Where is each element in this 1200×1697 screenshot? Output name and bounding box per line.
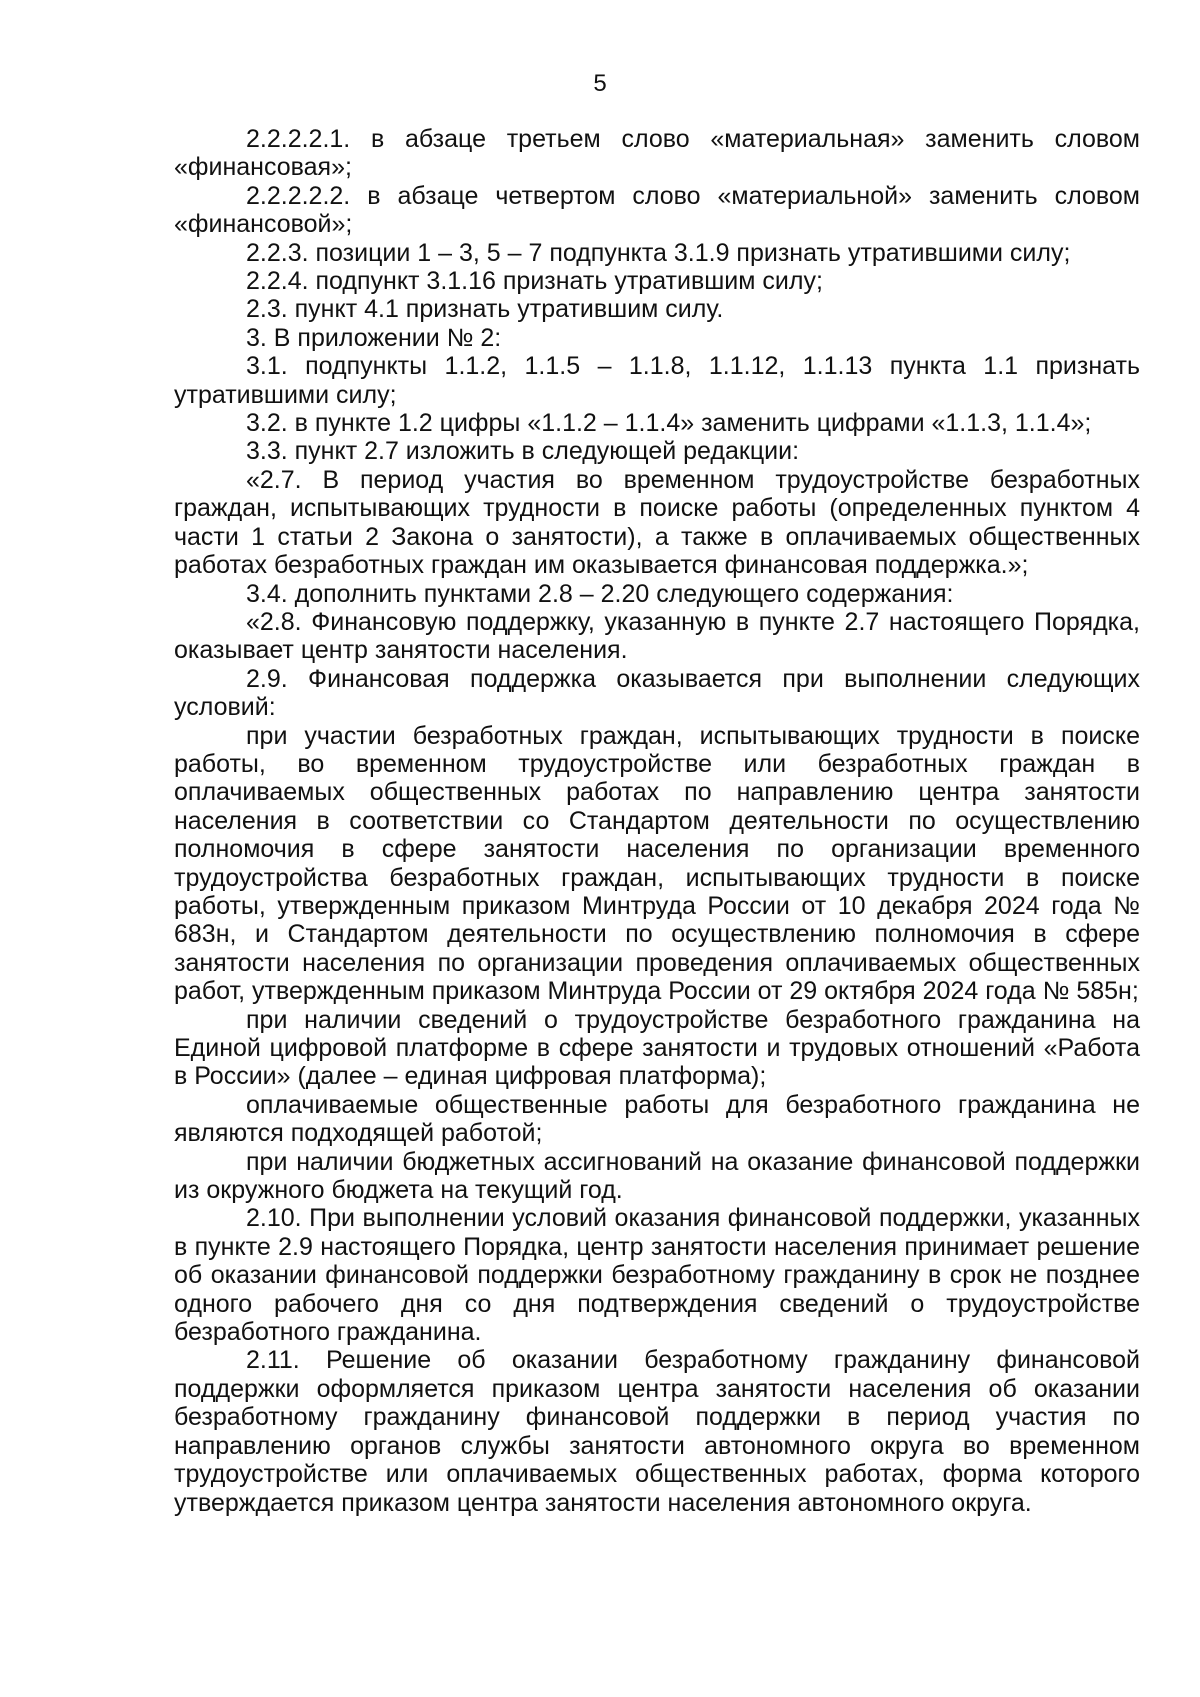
paragraph-3: 3. В приложении № 2: <box>246 323 502 352</box>
paragraph-2-9-condition-3: оплачиваемые общественные работы для безработного гражданина не являются подходящей работой; <box>174 1090 1140 1148</box>
paragraph-2-3: 2.3. пункт 4.1 признать утратившим силу. <box>246 295 724 324</box>
paragraph-2-9-condition-1: при участии безработных граждан, испытывающих трудности в поиске работы, во временном трудоустройстве или безработных граждан в оплачиваемых общественных работах по направлению центра занятости населения в соответствии со Стандартом деятельности по осуществлению полномочия в сфере занятости населения по организации временного трудоустройства безработных граждан, испытывающих трудности в поиске работы, утвержденным приказом Минтруда России от 10 декабря 2024 года № 683н, и Стандартом деятельности по осуществлению полномочия в сфере занятости населения по организации проведения оплачиваемых общественных работ, утвержденным приказом Минтруда России от 29 октября 2024 года № 585н; <box>174 721 1140 1006</box>
paragraph-2-10: 2.10. При выполнении условий оказания финансовой поддержки, указанных в пункте 2.9 настоящего Порядка, центр занятости населения принимает решение об оказании финансовой поддержки безработному гражданину в срок не позднее одного рабочего дня со дня подтверждения сведений о трудоустройстве безработного гражданина. <box>174 1204 1140 1347</box>
paragraph-2-2-3: 2.2.3. позиции 1 – 3, 5 – 7 подпункта 3.1.9 признать утратившими силу; <box>246 238 1071 267</box>
paragraph-2-9-condition-2: при наличии сведений о трудоустройстве безработного гражданина на Единой цифровой платформе в сфере занятости и трудовых отношений «Работа в России» (далее – единая цифровая платформа); <box>174 1005 1140 1091</box>
paragraph-2-9-condition-4: при наличии бюджетных ассигнований на оказание финансовой поддержки из окружного бюджета на текущий год. <box>174 1147 1140 1205</box>
paragraph-2-2-2-2-2: 2.2.2.2.2. в абзаце четвертом слово «материальной» заменить словом «финансовой»; <box>174 181 1140 239</box>
paragraph-2-9: 2.9. Финансовая поддержка оказывается при выполнении следующих условий: <box>174 664 1140 722</box>
paragraph-2-7-quote: «2.7. В период участия во временном трудоустройстве безработных граждан, испытывающих трудности в поиске работы (определенных пунктом 4 части 1 статьи 2 Закона о занятости), а также в оплачиваемых общественных работах безработных граждан им оказывается финансовая поддержка.»; <box>174 465 1140 580</box>
paragraph-3-1: 3.1. подпункты 1.1.2, 1.1.5 – 1.1.8, 1.1.12, 1.1.13 пункта 1.1 признать утратившими силу; <box>174 352 1140 409</box>
page-number: 5 <box>593 70 607 97</box>
paragraph-3-4: 3.4. дополнить пунктами 2.8 – 2.20 следующего содержания: <box>246 579 954 608</box>
paragraph-2-2-4: 2.2.4. подпункт 3.1.16 признать утратившим силу; <box>246 267 823 296</box>
paragraph-2-11: 2.11. Решение об оказании безработному гражданину финансовой поддержки оформляется приказом центра занятости населения об оказании безработному гражданину финансовой поддержки в период участия по направлению органов службы занятости автономного округа во временном трудоустройстве или оплачиваемых общественных работах, форма которого утверждается приказом центра занятости населения автономного округа. <box>174 1346 1140 1517</box>
paragraph-2-2-2-2-1: 2.2.2.2.1. в абзаце третьем слово «материальная» заменить словом «финансовая»; <box>174 125 1140 182</box>
paragraph-3-3: 3.3. пункт 2.7 изложить в следующей редакции: <box>246 437 800 466</box>
paragraph-3-2: 3.2. в пункте 1.2 цифры «1.1.2 – 1.1.4» заменить цифрами «1.1.3, 1.1.4»; <box>246 409 1092 438</box>
paragraph-2-8: «2.8. Финансовую поддержку, указанную в пункте 2.7 настоящего Порядка, оказывает центр занятости населения. <box>174 607 1140 665</box>
document-body <box>174 125 1140 1517</box>
